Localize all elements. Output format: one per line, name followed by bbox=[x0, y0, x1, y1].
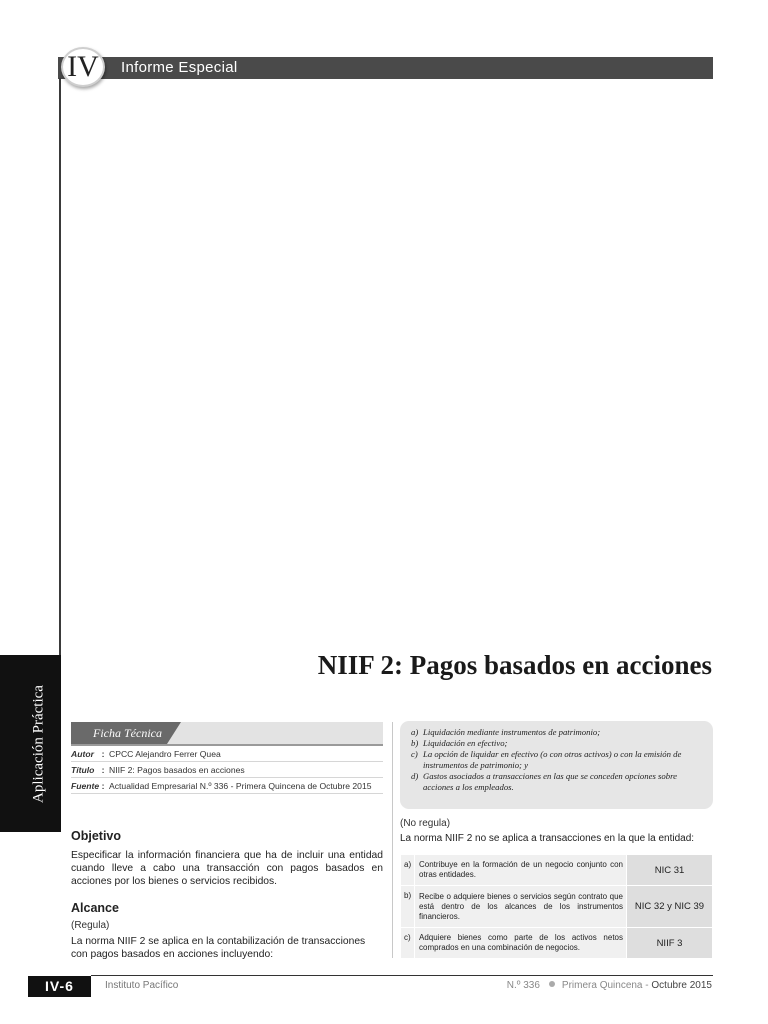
list-marker: d) bbox=[411, 771, 419, 781]
ficha-value: CPCC Alejandro Ferrer Quea bbox=[109, 749, 221, 759]
ficha-row: Autor : CPCC Alejandro Ferrer Quea bbox=[71, 746, 383, 762]
ficha-row: Fuente : Actualidad Empresarial N.º 336 - Primera Quincena de Octubre 2015 bbox=[71, 778, 383, 794]
regula-list bbox=[400, 721, 713, 809]
table-cell-description: Recibe o adquiere bienes o servicios según contrato que está dentro de los alcances de los instrumentos financieros. bbox=[415, 886, 627, 928]
table-cell-marker: b) bbox=[401, 886, 415, 928]
list-item-text: La opción de liquidar en efectivo (o con otros activos) o con la emisión de instrumentos de patrimonio; y bbox=[423, 749, 682, 770]
table-row bbox=[401, 886, 713, 928]
section-numeral-badge: IV bbox=[61, 47, 105, 87]
ficha-row: Título : NIIF 2: Pagos basados en acciones bbox=[71, 762, 383, 778]
list-item bbox=[411, 771, 705, 793]
list-marker: b) bbox=[411, 738, 419, 748]
ficha-header bbox=[71, 722, 383, 744]
list-item bbox=[411, 727, 705, 738]
bullet-icon bbox=[549, 981, 555, 987]
list-item-text: Liquidación en efectivo; bbox=[423, 738, 508, 748]
no-regula-label: (No regula) bbox=[400, 818, 451, 829]
list-item-text: Gastos asociados a transacciones en las que se conceden opciones sobre acciones a los empleados. bbox=[423, 771, 677, 792]
ficha-key: Título bbox=[71, 765, 95, 775]
table-cell-marker: a) bbox=[401, 855, 415, 886]
footer-issue: N.º 336 bbox=[506, 980, 540, 991]
table-cell-marker: c) bbox=[401, 928, 415, 959]
side-tab-label: Aplicación Práctica bbox=[30, 685, 47, 803]
footer-period: Primera Quincena - bbox=[561, 980, 649, 991]
table-row bbox=[401, 855, 713, 886]
alcance-heading: Alcance bbox=[71, 901, 119, 915]
ficha-heading: Ficha Técnica bbox=[71, 722, 167, 744]
page-number: IV-6 bbox=[28, 976, 91, 997]
table-cell-norm: NIC 31 bbox=[627, 855, 713, 886]
ficha-value: Actualidad Empresarial N.º 336 - Primera Quincena de Octubre 2015 bbox=[109, 781, 372, 791]
list-marker: a) bbox=[411, 727, 419, 737]
section-title: Informe Especial bbox=[121, 59, 238, 76]
table-row bbox=[401, 928, 713, 959]
footer-publisher: Instituto Pacífico bbox=[105, 980, 179, 991]
table-cell-norm: NIIF 3 bbox=[627, 928, 713, 959]
footer-month: Octubre 2015 bbox=[651, 980, 712, 991]
table-cell-norm: NIC 32 y NIC 39 bbox=[627, 886, 713, 928]
alcance-text: La norma NIIF 2 se aplica en la contabilización de transacciones con pagos basados en acciones incluyendo: bbox=[71, 936, 366, 960]
objetivo-text: Especificar la información financiera que ha de incluir una entidad cuando lleve a cabo una transacción con pagos basados en acciones por los bienes o servicios recibidos. bbox=[71, 850, 383, 887]
footer-rule bbox=[91, 975, 713, 976]
exclusions-table bbox=[400, 854, 713, 959]
no-regula-text: La norma NIIF 2 no se aplica a transacciones en la que la entidad: bbox=[400, 833, 695, 844]
ficha-tecnica bbox=[71, 722, 383, 794]
footer-issue-info bbox=[507, 980, 712, 991]
table-cell-description: Contribuye en la formación de un negocio conjunto con otras entidades. bbox=[415, 855, 627, 886]
column-divider bbox=[392, 722, 393, 958]
list-item-text: Liquidación mediante instrumentos de patrimonio; bbox=[423, 727, 601, 737]
list-marker: c) bbox=[411, 749, 418, 759]
table-cell-description: Adquiere bienes como parte de los activos netos comprados en una combinación de negocios. bbox=[415, 928, 627, 959]
objetivo-heading: Objetivo bbox=[71, 829, 122, 843]
list-item bbox=[411, 749, 705, 771]
left-rule bbox=[59, 78, 61, 658]
ficha-key: Autor bbox=[71, 749, 94, 759]
article-title: NIIF 2: Pagos basados en acciones bbox=[317, 650, 712, 680]
regula-label: (Regula) bbox=[71, 920, 110, 931]
list-item bbox=[411, 738, 705, 749]
ficha-key: Fuente bbox=[71, 781, 100, 791]
ficha-value: NIIF 2: Pagos basados en acciones bbox=[109, 765, 245, 775]
